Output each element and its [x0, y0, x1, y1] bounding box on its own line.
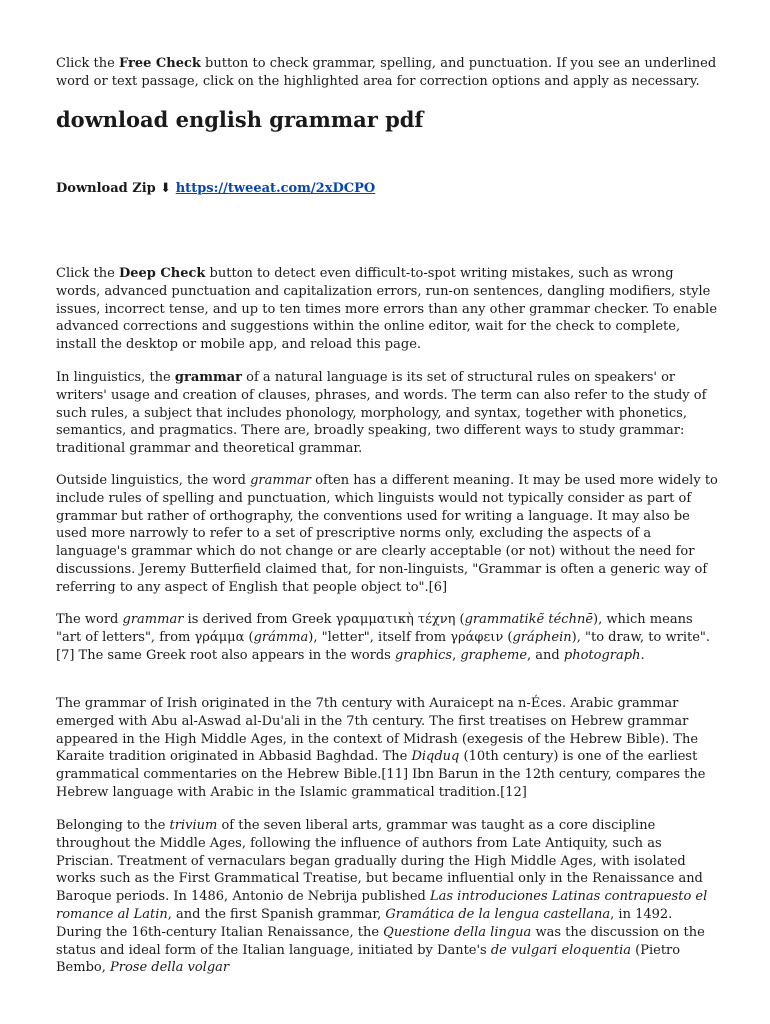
p6-italic: trivium — [169, 818, 218, 833]
download-line — [56, 180, 721, 198]
p4-italic: graphics — [394, 647, 453, 663]
etymology-paragraph — [56, 611, 721, 664]
p6-italic: Las introduciones Latinas contrapuesto el romance al Latin — [56, 889, 708, 922]
p4-text: ), which means "art of letters", from γράμμα ( — [56, 612, 693, 645]
p6-text: , and the first Spanish grammar, — [167, 906, 386, 922]
p4-italic: grammar — [122, 612, 184, 627]
p4-text: , and — [527, 647, 564, 663]
download-link[interactable]: https://tweeat.com/2xDCPO — [175, 181, 376, 196]
intro-text-before: Click the — [56, 56, 119, 71]
p5-text: The grammar of Irish originated in the 7th century with Auraicept na n-Éces. Arabic grammar emerged with Abu al-Aswad al-Du'ali in the 7th century. The first treatises on Hebrew grammar appeared in the High Middle Ages, in the context of Midrash (exegesis of the Hebrew Bible). The Karaite tradition originated in Abbasid Baghdad. The — [56, 696, 699, 765]
trivium-paragraph — [56, 817, 721, 977]
p6-italic: Questione della lingua — [383, 924, 532, 940]
p6-italic: Prose della volgar — [110, 960, 230, 976]
p2-text-after: of a natural language is its set of structural rules on speakers' or writers' usage and creation of clauses, phrases, and words. The term can also refer to the study of such rules, a subject that includes phonology, morphology, and syntax, together with phonetics, semantics, and pragmatics. There are, broadly speaking, two different ways to study grammar: traditional grammar and theoretical grammar. — [56, 370, 707, 457]
p6-italic: Gramática de la lengua castellana — [385, 906, 611, 922]
p3-text-after: often has a different meaning. It may be used more widely to include rules of spelling and punctuation, which linguists would not typically consider as part of grammar but rather of orthography, the conventions used for writing a language. It may also be used more narrowly to refer to a set of prescriptive norms only, excluding the aspects of a language's grammar which do not change or are clearly acceptable (or not) without the need for discussions. Jeremy Butterfield claimed that, for non-linguists, "Grammar is often a generic way of referring to any aspect of English that people object to".[6] — [56, 473, 718, 595]
linguistics-paragraph — [56, 369, 721, 458]
p4-italic: grammatikẽ téchnē — [464, 612, 594, 627]
p1-text-before: Click the — [56, 266, 119, 281]
intro-text-after: button to check grammar, spelling, and punctuation. If you see an underlined word or text passage, click on the highlighted area for correction options and apply as necessary. — [56, 56, 717, 89]
p6-text: (Pietro Bembo, — [56, 942, 681, 976]
deep-check-paragraph — [56, 265, 721, 354]
download-label: Download Zip — [56, 181, 156, 196]
download-arrow-icon: ⬇ — [160, 181, 172, 196]
p4-text: ), "to draw, to write".[7] The same Greek root also appears in the words — [56, 629, 711, 663]
deep-check-label: Deep Check — [118, 266, 206, 281]
p4-italic: photograph — [563, 647, 641, 663]
p3-text-before: Outside linguistics, the word — [56, 473, 251, 488]
outside-linguistics-paragraph — [56, 472, 721, 597]
free-check-label: Free Check — [118, 56, 201, 71]
p3-italic-grammar: grammar — [250, 473, 311, 488]
p4-italic: grapheme — [460, 647, 528, 663]
p6-italic: de vulgari eloquentia — [490, 942, 632, 958]
p4-text: . — [640, 647, 645, 663]
intro-paragraph — [56, 55, 721, 91]
p6-text: of the seven liberal arts, grammar was taught as a core discipline throughout the Middle Ages, following the influence of authors from Late Antiquity, such as Priscian. Treatment of vernaculars began gradually during the High Middle Ages, with isolated works such as the First Grammatical Treatise, but became influential only in the Renaissance and Baroque periods. In 1486, Antonio de Nebrija published — [56, 818, 703, 905]
history-paragraph — [56, 695, 721, 802]
p6-text: , in 1492. During the 16th-century Italian Renaissance, the — [56, 906, 673, 940]
p2-text-before: In linguistics, the — [56, 370, 175, 385]
p5-italic: Diqduq — [411, 749, 460, 765]
p5-text: (10th century) is one of the earliest grammatical commentaries on the Hebrew Bible.[11] Ibn Barun in the 12th century, compares the Hebrew language with Arabic in the Islamic grammatical tradition.[12] — [56, 749, 706, 800]
p4-italic: grámma — [253, 629, 309, 645]
p4-text: , — [452, 647, 461, 663]
p4-text: is derived from Greek γραμματικὴ τέχνη ( — [183, 612, 465, 627]
grammar-term: grammar — [174, 370, 243, 385]
page-title: download english grammar pdf — [56, 107, 424, 132]
p4-italic: gráphein — [512, 629, 572, 645]
p6-text: was the discussion on the status and ideal form of the Italian language, initiated by Dante's — [56, 924, 705, 958]
p4-text: The word — [56, 612, 123, 627]
p4-text: ), "letter", itself from γράφειν ( — [308, 629, 513, 645]
p1-text-after: button to detect even difficult-to-spot writing mistakes, such as wrong words, advanced punctuation and capitalization errors, run-on sentences, dangling modifiers, style issues, incorrect tense, and up to ten times more errors than any other grammar checker. To enable advanced corrections and suggestions within the online editor, wait for the check to complete, install the desktop or mobile app, and reload this page. — [56, 266, 718, 353]
p6-text: Belonging to the — [56, 818, 170, 833]
